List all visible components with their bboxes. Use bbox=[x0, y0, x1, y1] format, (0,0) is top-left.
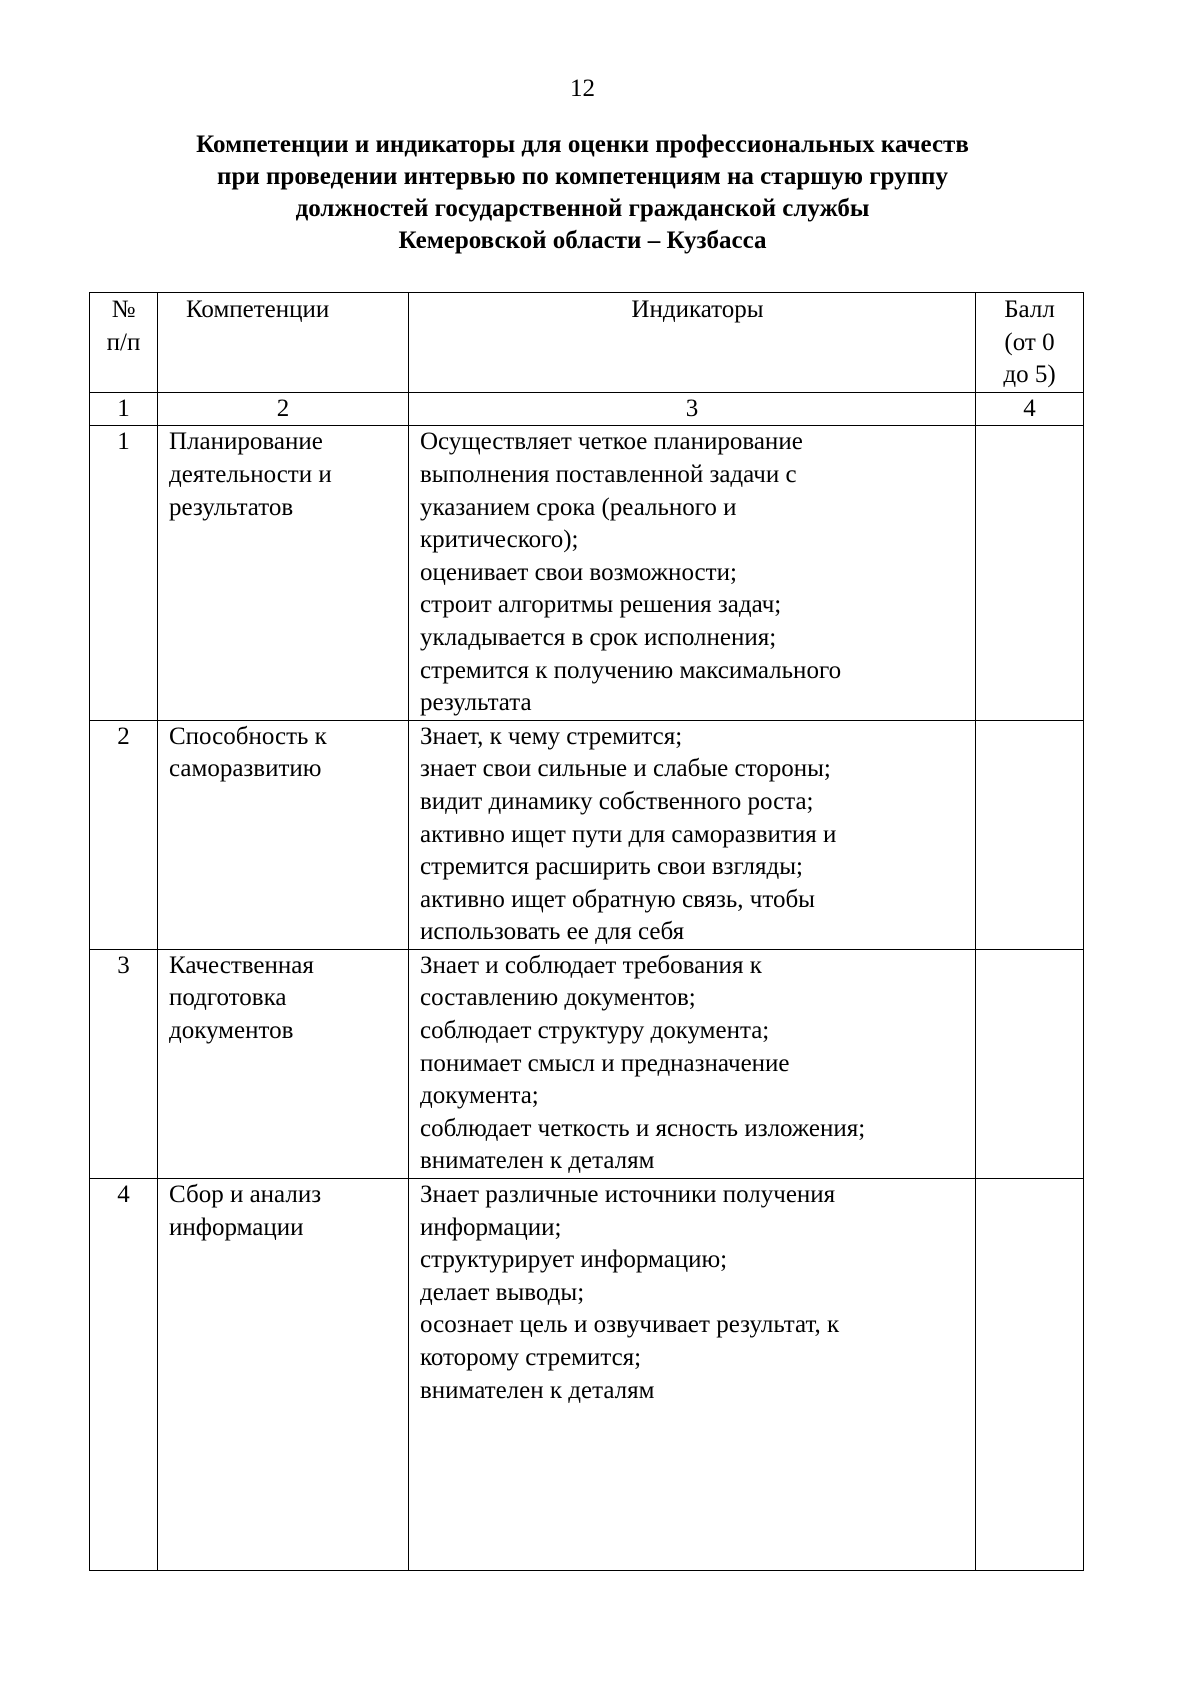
indicators-cell bbox=[409, 1179, 976, 1571]
competence-cell bbox=[158, 720, 409, 949]
table-body bbox=[90, 426, 1084, 1571]
competence-line: деятельности и bbox=[169, 460, 332, 488]
indicator-line: соблюдает структуру документа; bbox=[420, 1017, 770, 1045]
indicator-line: документа; bbox=[420, 1082, 539, 1110]
title-line: Кемеровской области – Кузбасса bbox=[398, 227, 767, 254]
indicator-line: внимателен к деталям bbox=[420, 1376, 655, 1404]
competence-cell bbox=[158, 949, 409, 1178]
title-line: должностей государственной гражданской службы bbox=[295, 195, 870, 222]
page-number: 12 bbox=[570, 75, 595, 102]
column-number: 2 bbox=[158, 392, 409, 426]
indicator-line: активно ищет обратную связь, чтобы bbox=[420, 885, 815, 913]
competence-cell bbox=[158, 1179, 409, 1571]
indicator-line: стремится к получению максимального bbox=[420, 656, 842, 684]
indicator-line: знает свои сильные и слабые стороны; bbox=[420, 755, 831, 783]
competence-line: Сбор и анализ bbox=[169, 1181, 322, 1209]
header-num-line: п/п bbox=[106, 328, 141, 356]
title-line: при проведении интервью по компетенциям на старшую группу bbox=[217, 163, 948, 190]
row-number: 2 bbox=[90, 720, 158, 949]
column-number-row bbox=[90, 392, 1084, 426]
indicator-line: укладывается в срок исполнения; bbox=[420, 623, 777, 651]
table-row bbox=[90, 1179, 1084, 1571]
indicator-line: выполнения поставленной задачи с bbox=[420, 460, 797, 488]
indicator-line: критического); bbox=[420, 526, 579, 554]
competence-cell bbox=[158, 426, 409, 720]
indicator-line: указанием срока (реального и bbox=[420, 493, 737, 521]
indicator-line: активно ищет пути для саморазвития и bbox=[420, 820, 837, 848]
indicators-cell bbox=[409, 426, 976, 720]
score-cell[interactable] bbox=[976, 949, 1084, 1178]
competence-line: документов bbox=[169, 1017, 294, 1045]
document-title bbox=[100, 129, 1065, 257]
indicators-cell bbox=[409, 949, 976, 1178]
header-score bbox=[976, 293, 1084, 393]
indicator-line: оценивает свои возможности; bbox=[420, 558, 737, 586]
indicators-cell bbox=[409, 720, 976, 949]
column-number: 1 bbox=[90, 392, 158, 426]
row-number: 4 bbox=[90, 1179, 158, 1571]
indicator-line: осознает цель и озвучивает результат, к bbox=[420, 1311, 840, 1339]
header-num bbox=[90, 293, 158, 393]
competence-line: подготовка bbox=[169, 984, 287, 1012]
indicator-line: Знает, к чему стремится; bbox=[420, 722, 683, 750]
column-number: 3 bbox=[409, 392, 976, 426]
competencies-table bbox=[89, 292, 1084, 1571]
score-cell[interactable] bbox=[976, 1179, 1084, 1571]
competence-line: результатов bbox=[169, 493, 294, 521]
competence-line: саморазвитию bbox=[169, 755, 322, 783]
table-row bbox=[90, 720, 1084, 949]
competence-line: информации bbox=[169, 1213, 304, 1241]
header-num-line: № bbox=[111, 296, 136, 323]
indicator-line: соблюдает четкость и ясность изложения; bbox=[420, 1114, 866, 1142]
indicator-line: использовать ее для себя bbox=[420, 918, 685, 946]
indicator-line: результата bbox=[420, 689, 532, 717]
score-cell[interactable] bbox=[976, 426, 1084, 720]
indicator-line: составлению документов; bbox=[420, 984, 696, 1012]
indicator-line: стремится расширить свои взгляды; bbox=[420, 853, 803, 881]
indicator-line: структурирует информацию; bbox=[420, 1246, 728, 1274]
competence-line: Планирование bbox=[169, 428, 323, 456]
indicator-line: внимателен к деталям bbox=[420, 1147, 655, 1175]
row-number: 1 bbox=[90, 426, 158, 720]
header-score-line: до 5) bbox=[1003, 361, 1056, 389]
indicator-line: которому стремится; bbox=[420, 1344, 642, 1371]
row-number: 3 bbox=[90, 949, 158, 1178]
header-indicators: Индикаторы bbox=[409, 293, 976, 393]
indicator-line: Осуществляет четкое планирование bbox=[420, 428, 803, 456]
header-competence: Компетенции bbox=[158, 293, 409, 393]
header-score-line: (от 0 bbox=[1004, 328, 1055, 356]
indicator-line: Знает различные источники получения bbox=[420, 1181, 836, 1209]
column-number: 4 bbox=[976, 392, 1084, 426]
indicator-line: понимает смысл и предназначение bbox=[420, 1049, 790, 1077]
indicator-line: строит алгоритмы решения задач; bbox=[420, 591, 782, 619]
table-header-row bbox=[90, 293, 1084, 393]
table-row bbox=[90, 426, 1084, 720]
header-score-line: Балл bbox=[1004, 296, 1055, 323]
indicator-line: информации; bbox=[420, 1213, 562, 1241]
table-row bbox=[90, 949, 1084, 1178]
title-line: Компетенции и индикаторы для оценки профессиональных качеств bbox=[196, 131, 969, 158]
indicator-line: делает выводы; bbox=[420, 1278, 585, 1306]
score-cell[interactable] bbox=[976, 720, 1084, 949]
indicator-line: видит динамику собственного роста; bbox=[420, 787, 814, 815]
indicator-line: Знает и соблюдает требования к bbox=[420, 951, 762, 979]
competence-line: Качественная bbox=[169, 951, 314, 979]
competence-line: Способность к bbox=[169, 722, 327, 750]
